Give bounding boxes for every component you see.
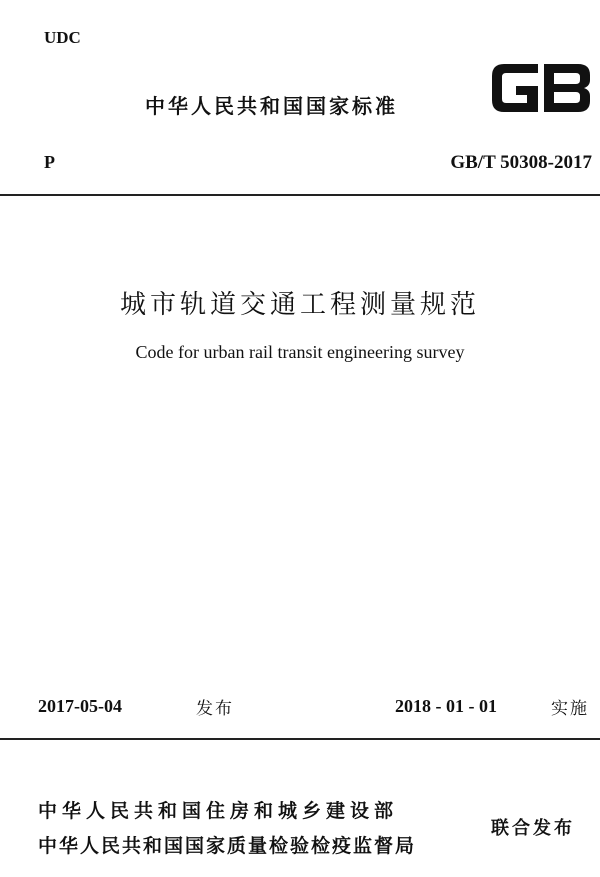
joint-publish-label: 联合发布 <box>491 818 575 839</box>
gb-logo-b-shape <box>544 64 590 112</box>
gb-logo-g-shape <box>492 64 538 112</box>
bottom-divider <box>0 738 600 740</box>
issue-label: 发布 <box>196 699 234 719</box>
classification-code: P <box>44 152 55 172</box>
top-divider <box>0 194 600 196</box>
udc-label: UDC <box>44 28 81 47</box>
national-standard-heading: 中华人民共和国国家标准 <box>145 94 398 118</box>
standard-number: GB/T 50308-2017 <box>450 152 592 173</box>
publisher-org-1: 中华人民共和国住房和城乡建设部 <box>38 800 399 822</box>
document-title-english: Code for urban rail transit engineering survey <box>135 342 465 362</box>
implementation-date: 2018 - 01 - 01 <box>395 696 497 716</box>
implementation-label: 实施 <box>551 699 589 719</box>
gb-logo <box>488 58 594 118</box>
document-title-chinese: 城市轨道交通工程测量规范 <box>119 290 480 320</box>
publisher-org-2: 中华人民共和国国家质量检验检疫监督局 <box>38 835 417 857</box>
issue-date: 2017-05-04 <box>38 696 122 716</box>
